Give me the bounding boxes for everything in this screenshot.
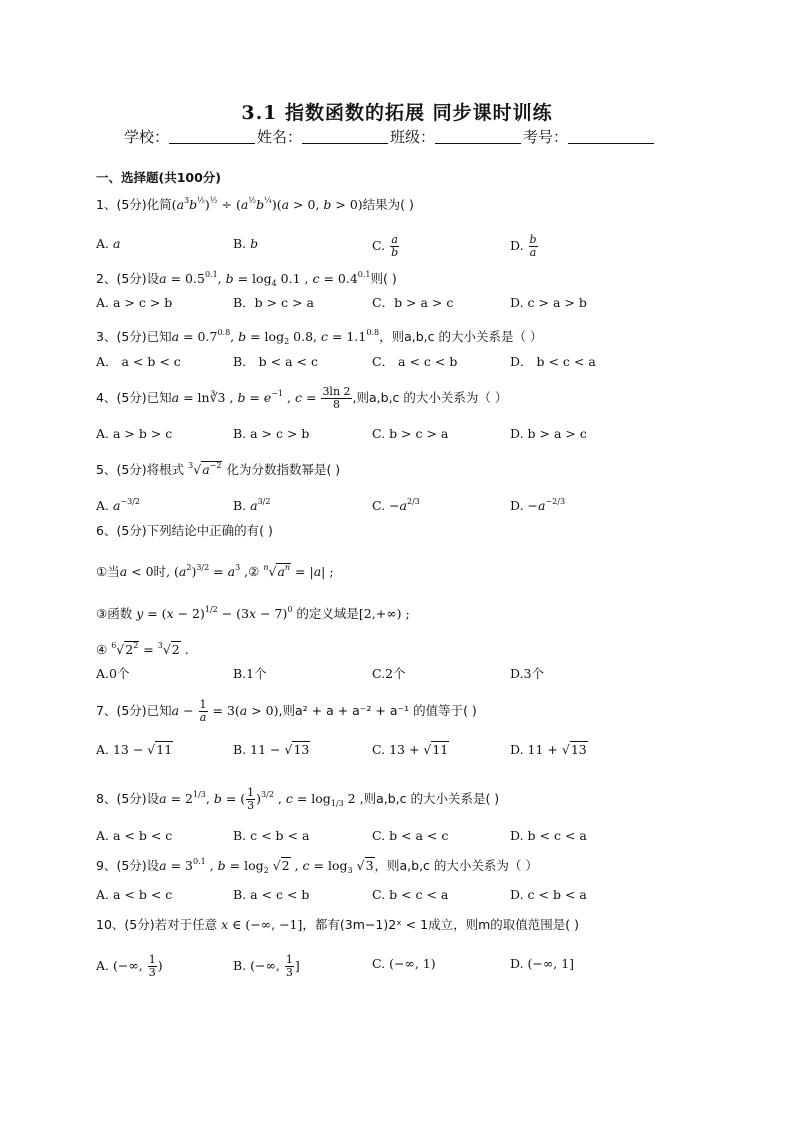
question-10-option-a[interactable]: A. (−∞, $\frac{1}{3}$ ) xyxy=(96,953,163,979)
question-1-option-c[interactable]: C. $\frac{a}{b}$ xyxy=(372,233,399,259)
school-blank[interactable] xyxy=(169,129,255,144)
question-3-option-d[interactable]: D． b < c < a xyxy=(510,354,596,369)
question-10-suffix: ，都有(3m−1)2ˣ < 1成立，则m的取值范围是( ) xyxy=(302,917,579,932)
class-blank[interactable] xyxy=(435,129,521,144)
question-6-statement-4: ④ $^6√2^2 = ^3√2$ . xyxy=(96,641,189,657)
question-10-option-b[interactable]: B. (−∞, $\frac{1}{3}$ ] xyxy=(233,953,300,979)
question-7-math: a − $\frac{1}{a}$ = 3(a > 0) xyxy=(171,698,279,724)
question-1-option-b[interactable]: B. b xyxy=(233,236,259,251)
question-9-options xyxy=(96,885,716,907)
question-5 xyxy=(96,456,340,480)
question-7-option-a[interactable]: A. 13 − √11 xyxy=(96,742,173,757)
question-3-prefix: 3、(5分)已知 xyxy=(96,329,172,344)
question-8-options xyxy=(96,826,716,848)
question-1 xyxy=(96,191,414,215)
question-2-math: $a = 0.5^{0.1}$, $b = \log_4 0.1$ , $c = 0.4^{0.1}$ xyxy=(159,270,371,288)
question-6-options xyxy=(96,664,716,686)
question-10-option-c[interactable]: C. (−∞, 1) xyxy=(372,956,436,971)
question-7-options xyxy=(96,740,716,762)
question-2-option-d[interactable]: D. c > a > b xyxy=(510,295,587,310)
question-7-suffix: ,则a² + a + a⁻² + a⁻¹ 的值等于( ) xyxy=(278,703,477,718)
question-5-option-a[interactable]: A. $a^{-3/2}$ xyxy=(96,497,141,513)
question-3-math: $a = 0.7^{0.8}$, $b = \log_2 0.8$, $c = 1.1^{0.8}$ xyxy=(171,328,380,346)
name-blank[interactable] xyxy=(302,129,388,144)
question-4-options xyxy=(96,424,716,446)
question-6-option-b[interactable]: B.1个 xyxy=(233,666,267,681)
question-5-option-d[interactable]: D. $-a^{-2/3}$ xyxy=(510,497,566,513)
question-2-option-b[interactable]: B．b > c > a xyxy=(233,295,314,310)
question-5-prefix: 5、(5分)将根式 xyxy=(96,462,185,477)
question-8-option-d[interactable]: D. b < c < a xyxy=(510,828,587,843)
question-9 xyxy=(96,852,538,881)
section-heading: 一、选择题(共100分) xyxy=(96,170,222,185)
id-label: 考号： xyxy=(523,128,569,146)
question-3-option-c[interactable]: C． a < c < b xyxy=(372,354,458,369)
question-9-suffix: ，则a,b,c 的大小关系为（ ） xyxy=(374,858,538,873)
question-4 xyxy=(96,384,507,411)
question-9-math: $a = 3^{0.1}$ , $b = \log_2 √2$ , $c = \log_3 √3$ xyxy=(159,857,374,875)
question-3-option-a[interactable]: A． a < b < c xyxy=(96,354,181,369)
question-6-prefix: 6、(5分)下列结论中正确的有( ) xyxy=(96,523,273,538)
question-10-prefix: 10、(5分)若对于任意 xyxy=(96,917,218,932)
question-5-options xyxy=(96,492,716,514)
question-8-math: $a = 2^{1/3}$, b = ( $\frac{1}{3}$ )$^{3/2}$ , $c = \log_{1/3} 2$ xyxy=(159,786,360,812)
question-1-suffix: 结果为( ) xyxy=(362,197,414,212)
question-6-option-a[interactable]: A.0个 xyxy=(96,666,130,681)
question-5-math: $^3√a^{-2}$ xyxy=(188,461,222,477)
question-5-option-b[interactable]: B. $a^{3/2}$ xyxy=(233,497,271,513)
question-5-option-c[interactable]: C. $-a^{2/3}$ xyxy=(372,497,420,513)
question-4-option-a[interactable]: A. a > b > c xyxy=(96,426,173,441)
name-label: 姓名： xyxy=(257,128,303,146)
question-9-option-c[interactable]: C. b < c < a xyxy=(372,887,449,902)
question-3-options xyxy=(96,352,716,374)
question-6-statement-1: ①当a < 0时, $(a^2)^{3/2} = a^3$ ,② $^n√a^n = |a|$ ; xyxy=(96,563,334,579)
question-10 xyxy=(96,915,579,935)
question-6 xyxy=(96,521,273,541)
question-1-option-d[interactable]: D. $\frac{b}{a}$ xyxy=(510,233,537,259)
question-3 xyxy=(96,323,542,352)
question-2-prefix: 2、(5分)设 xyxy=(96,271,160,286)
page-title: 3.1 指数函数的拓展 同步课时训练 xyxy=(241,102,553,124)
class-label: 班级： xyxy=(390,128,436,146)
question-8 xyxy=(96,785,499,814)
question-8-option-a[interactable]: A. a < b < c xyxy=(96,828,173,843)
question-4-option-c[interactable]: C. b > c > a xyxy=(372,426,449,441)
question-5-suffix: 化为分数指数幂是( ) xyxy=(226,462,341,477)
question-4-suffix: ,则a,b,c 的大小关系为（ ） xyxy=(352,390,508,405)
question-2-option-c[interactable]: C．b > a > c xyxy=(372,295,454,310)
question-10-math: x ∈ (−∞, −1] xyxy=(221,917,303,932)
question-2-option-a[interactable]: A. a > c > b xyxy=(96,295,173,310)
question-1-options xyxy=(96,233,716,259)
question-1-math: $(a^3b^{\frac{1}{2}})^{\frac{1}{2}} \div (a^{\frac{1}{2}}b^{\frac{1}{4}})(a > 0$, b > 0) xyxy=(171,196,363,212)
question-7-option-d[interactable]: D. 11 + √13 xyxy=(510,742,587,757)
question-8-option-c[interactable]: C. b < a < c xyxy=(372,828,449,843)
question-10-option-d[interactable]: D. (−∞, 1] xyxy=(510,956,575,971)
question-9-option-b[interactable]: B. a < c < b xyxy=(233,887,310,902)
question-8-prefix: 8、(5分)设 xyxy=(96,791,160,806)
question-1-prefix: 1、(5分)化简 xyxy=(96,197,172,212)
question-4-option-d[interactable]: D. b > a > c xyxy=(510,426,587,441)
question-7-option-c[interactable]: C. 13 + √11 xyxy=(372,742,449,757)
question-7-prefix: 7、(5分)已知 xyxy=(96,703,172,718)
question-6-statement-3: ③函数 $y = (x - 2)^{1/2} - (3x - 7)^0$ 的定义域是[2,+∞) ; xyxy=(96,605,410,621)
question-6-option-d[interactable]: D.3个 xyxy=(510,666,545,681)
question-9-prefix: 9、(5分)设 xyxy=(96,858,160,873)
school-label: 学校： xyxy=(124,128,170,146)
question-2 xyxy=(96,265,397,294)
question-8-suffix: ,则a,b,c 的大小关系是( ) xyxy=(359,791,500,806)
student-info-line xyxy=(124,126,656,147)
question-3-option-b[interactable]: B． b < a < c xyxy=(233,354,318,369)
question-9-option-d[interactable]: D. c < b < a xyxy=(510,887,587,902)
question-2-options xyxy=(96,293,716,315)
question-4-math: a = ln∛3 , $b = e^{-1}$ , c = $\frac{3\ln 2}{8}$ xyxy=(171,385,351,411)
question-7 xyxy=(96,699,477,724)
question-1-option-a[interactable]: A. a xyxy=(96,236,121,251)
question-6-option-c[interactable]: C.2个 xyxy=(372,666,406,681)
question-3-suffix: ，则a,b,c 的大小关系是（ ） xyxy=(379,329,543,344)
question-8-option-b[interactable]: B. c < b < a xyxy=(233,828,310,843)
question-9-option-a[interactable]: A. a < b < c xyxy=(96,887,173,902)
question-10-options xyxy=(96,953,716,979)
id-blank[interactable] xyxy=(568,129,654,144)
question-4-prefix: 4、(5分)已知 xyxy=(96,390,172,405)
question-2-suffix: 则( ) xyxy=(370,271,397,286)
question-4-option-b[interactable]: B. a > c > b xyxy=(233,426,310,441)
question-7-option-b[interactable]: B. 11 − √13 xyxy=(233,742,310,757)
